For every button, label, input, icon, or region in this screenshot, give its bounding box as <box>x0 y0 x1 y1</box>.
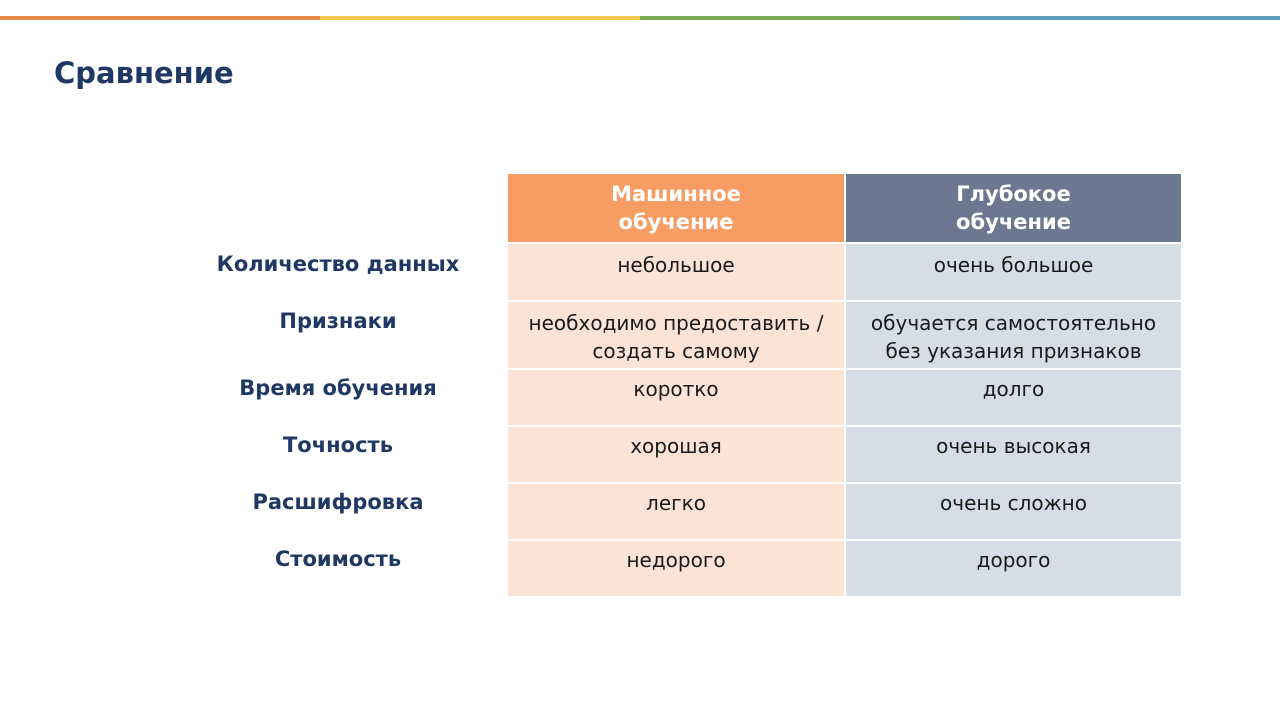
cell-ml-data-amount-text: небольшое <box>617 253 735 277</box>
stripe-segment-yellow <box>320 16 640 20</box>
row-label-accuracy: Точность <box>282 433 393 457</box>
cell-dl-cost-text: дорого <box>976 548 1051 572</box>
row-label-cost: Стоимость <box>274 547 402 571</box>
cell-ml-interpretation <box>508 484 844 539</box>
header-deep-learning <box>846 174 1181 242</box>
cell-ml-features-text: необходимо предоставить / создать самому <box>528 311 824 363</box>
cell-dl-accuracy-text: очень высокая <box>936 434 1091 458</box>
header-machine-learning-label: Машинное обучение <box>611 182 741 234</box>
header-deep-learning-label: Глубокое обучение <box>956 182 1071 234</box>
cell-ml-features <box>508 302 844 368</box>
header-machine-learning <box>508 174 844 242</box>
slide-title: Сравнение <box>54 56 234 90</box>
cell-ml-interpretation-text: легко <box>646 491 706 515</box>
cell-ml-cost-text: недорого <box>626 548 726 572</box>
cell-dl-interpretation <box>846 484 1181 539</box>
cell-dl-cost <box>846 541 1181 596</box>
stripe-segment-green <box>640 16 960 20</box>
cell-ml-accuracy <box>508 427 844 482</box>
row-label-training-time: Время обучения <box>239 376 437 400</box>
cell-ml-cost <box>508 541 844 596</box>
stripe-segment-orange <box>0 16 320 20</box>
row-label-data-amount: Количество данных <box>216 252 460 276</box>
cell-dl-data-amount-text: очень большое <box>933 253 1094 277</box>
cell-ml-training-time <box>508 370 844 425</box>
cell-dl-training-time-text: долго <box>982 377 1045 401</box>
cell-ml-data-amount <box>508 244 844 300</box>
cell-dl-features <box>846 302 1181 368</box>
cell-dl-features-text: обучается самостоятельно без указания признаков <box>870 311 1157 363</box>
top-color-stripe <box>0 16 1280 20</box>
stripe-segment-blue <box>960 16 1280 20</box>
cell-dl-interpretation-text: очень сложно <box>940 491 1087 515</box>
row-label-features: Признаки <box>279 309 397 333</box>
cell-dl-data-amount <box>846 244 1181 300</box>
cell-dl-accuracy <box>846 427 1181 482</box>
cell-ml-training-time-text: коротко <box>633 377 719 401</box>
row-label-interpretation: Расшифровка <box>252 490 424 514</box>
cell-ml-accuracy-text: хорошая <box>630 434 722 458</box>
cell-dl-training-time <box>846 370 1181 425</box>
